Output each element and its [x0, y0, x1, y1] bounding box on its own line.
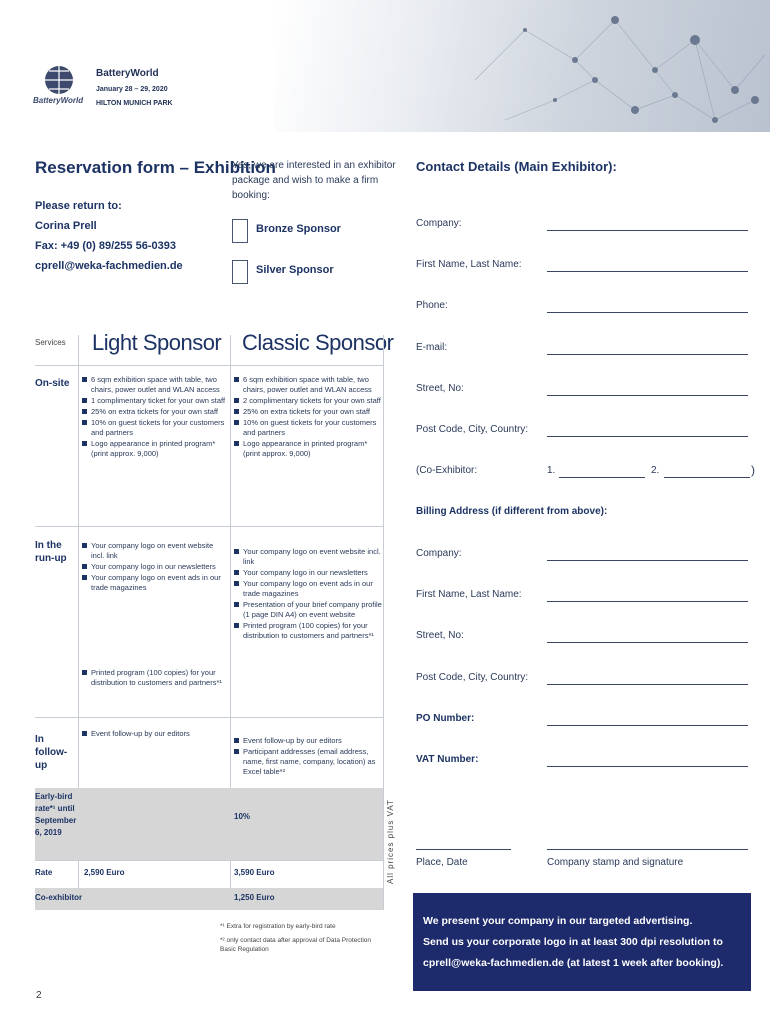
row-label-followup: In follow-up [35, 734, 68, 771]
contact-company-label: Company: [416, 218, 462, 229]
service-item: Your company logo in our newsletters [82, 562, 227, 572]
coexhibitor-2-label: 2. [651, 465, 660, 476]
vat-note: All prices plus VAT [386, 799, 395, 884]
service-item: Your company logo on event ads in our trade magazines [82, 573, 227, 593]
row-label-earlybird: Early-bird rate*¹ until September 6, 2019 [35, 792, 77, 837]
rate-light-value: 2,590 Euro [84, 868, 125, 877]
contact-phone-field[interactable] [547, 312, 748, 313]
service-item: 10% on guest tickets for your customers and partners [234, 418, 382, 438]
contact-phone-label: Phone: [416, 300, 448, 311]
coexhibitor-1-field[interactable] [559, 477, 645, 478]
header-banner-image [275, 0, 770, 132]
po-number-field[interactable] [547, 725, 748, 726]
coexhibitor-row-bg [35, 888, 383, 910]
light-runup-print-list [82, 668, 227, 689]
place-date-label: Place, Date [416, 857, 468, 868]
event-dates: January 28 – 29, 2020 [96, 86, 168, 93]
promo-line-2: Send us your corporate logo in at least 300 dpi resolution to [423, 936, 723, 948]
batteryworld-logo [33, 62, 85, 114]
contact-name-label: First Name, Last Name: [416, 259, 522, 270]
table-rule [35, 860, 383, 861]
light-followup-list [82, 729, 227, 740]
po-number-label: PO Number: [416, 713, 475, 724]
row-label-onsite: On-site [35, 378, 70, 389]
contact-company-field[interactable] [547, 230, 748, 231]
silver-sponsor-label: Silver Sponsor [256, 264, 334, 276]
table-rule [35, 717, 383, 718]
network-graphic [275, 0, 770, 132]
service-item: 25% on extra tickets for your own staff [234, 407, 382, 417]
service-item: Logo appearance in printed program* (print approx. 9,000) [82, 439, 227, 459]
service-item: 6 sqm exhibition space with table, two chairs, power outlet and WLAN access [234, 375, 382, 395]
earlybird-row-bg [35, 788, 383, 860]
contact-email-field[interactable] [547, 354, 748, 355]
classic-runup-list [234, 547, 382, 642]
row-label-coexhibitor: Co-exhibitor [35, 893, 83, 902]
service-item: Printed program (100 copies) for your distribution to customers and partners*¹ [82, 668, 227, 688]
return-fax: Fax: +49 (0) 89/255 56-0393 [35, 240, 176, 252]
intro-text: Yes, we are interested in an exhibitor package and wish to make a firm booking: [232, 160, 396, 201]
service-item: 10% on guest tickets for your customers and partners [82, 418, 227, 438]
contact-name-field[interactable] [547, 271, 748, 272]
footnote-1: *¹ Extra for registration by early-bird rate [220, 923, 336, 930]
vat-number-field[interactable] [547, 766, 748, 767]
services-label: Services [35, 338, 66, 347]
contact-details-title: Contact Details (Main Exhibitor): [416, 159, 617, 174]
event-venue: HILTON MUNICH PARK [96, 100, 173, 107]
service-item: Your company logo on event ads in our trade magazines [234, 579, 382, 599]
contact-email-label: E-mail: [416, 342, 448, 353]
service-item: Logo appearance in printed program* (print approx. 9,000) [234, 439, 382, 459]
logo-wordmark: BatteryWorld [33, 96, 84, 105]
place-date-field[interactable] [416, 849, 511, 850]
service-item: Event follow-up by our editors [234, 736, 382, 746]
silver-sponsor-checkbox[interactable] [232, 260, 248, 284]
return-name: Corina Prell [35, 220, 97, 232]
row-label-rate: Rate [35, 868, 53, 877]
coexhibitor-1-label: 1. [547, 465, 556, 476]
classic-followup-list [234, 736, 382, 778]
service-item: Your company logo in our newsletters [234, 568, 382, 578]
classic-sponsor-heading: Classic Sponsor [242, 330, 394, 355]
table-rule [35, 526, 383, 527]
earlybird-classic-value: 10% [234, 812, 251, 821]
promo-line-1: We present your company in our targeted advertising. [423, 915, 693, 927]
billing-city-label: Post Code, City, Country: [416, 672, 529, 683]
billing-title: Billing Address (if different from above): [416, 506, 608, 517]
return-label: Please return to: [35, 200, 122, 212]
stamp-signature-label: Company stamp and signature [547, 857, 684, 868]
coexhibitor-2-field[interactable] [664, 477, 750, 478]
bronze-sponsor-checkbox[interactable] [232, 219, 248, 243]
service-item: 2 complimentary tickets for your own staff [234, 396, 382, 406]
light-runup-list [82, 541, 227, 594]
billing-street-field[interactable] [547, 642, 748, 643]
table-divider [383, 335, 384, 910]
table-rule [35, 365, 383, 366]
advertising-promo-box [413, 893, 751, 991]
billing-name-label: First Name, Last Name: [416, 589, 522, 600]
return-email: cprell@weka-fachmedien.de [35, 260, 183, 272]
coexhibitor-label: (Co-Exhibitor: [416, 465, 478, 476]
page-number: 2 [36, 990, 42, 1001]
service-item: Your company logo on event website incl. link [82, 541, 227, 561]
service-item: Participant addresses (email address, name, first name, company, location) as Excel table*² [234, 747, 382, 777]
coexhibitor-classic-value: 1,250 Euro [234, 893, 275, 902]
rate-classic-value: 3,590 Euro [234, 868, 275, 877]
service-item: 6 sqm exhibition space with table, two chairs, power outlet and WLAN access [82, 375, 227, 395]
light-sponsor-heading: Light Sponsor [92, 330, 222, 355]
service-item: Printed program (100 copies) for your distribution to customers and partners*¹ [234, 621, 382, 641]
event-name: BatteryWorld [96, 68, 159, 79]
billing-company-field[interactable] [547, 560, 748, 561]
promo-line-3: cprell@weka-fachmedien.de (at latest 1 week after booking). [423, 957, 724, 969]
row-label-runup: In the run-up [35, 540, 67, 564]
service-item: Presentation of your brief company profile (1 page DIN A4) on event website [234, 600, 382, 620]
billing-city-field[interactable] [547, 684, 748, 685]
stamp-signature-field[interactable] [547, 849, 748, 850]
billing-name-field[interactable] [547, 601, 748, 602]
contact-city-label: Post Code, City, Country: [416, 424, 529, 435]
classic-onsite-list [234, 375, 382, 460]
page-title: Reservation form – Exhibition [35, 158, 276, 177]
service-item: 25% on extra tickets for your own staff [82, 407, 227, 417]
contact-city-field[interactable] [547, 436, 748, 437]
coexhibitor-close: ) [751, 463, 755, 477]
vat-number-label: VAT Number: [416, 754, 479, 765]
light-onsite-list [82, 375, 227, 460]
contact-street-label: Street, No: [416, 383, 464, 394]
service-item: 1 complimentary ticket for your own staff [82, 396, 227, 406]
service-item: Event follow-up by our editors [82, 729, 227, 739]
service-item: Your company logo on event website incl. link [234, 547, 382, 567]
bronze-sponsor-label: Bronze Sponsor [256, 223, 341, 235]
billing-street-label: Street, No: [416, 630, 464, 641]
contact-street-field[interactable] [547, 395, 748, 396]
footnote-2: *² only contact data after approval of Data Protection Basic Regulation [220, 937, 372, 953]
billing-company-label: Company: [416, 548, 462, 559]
